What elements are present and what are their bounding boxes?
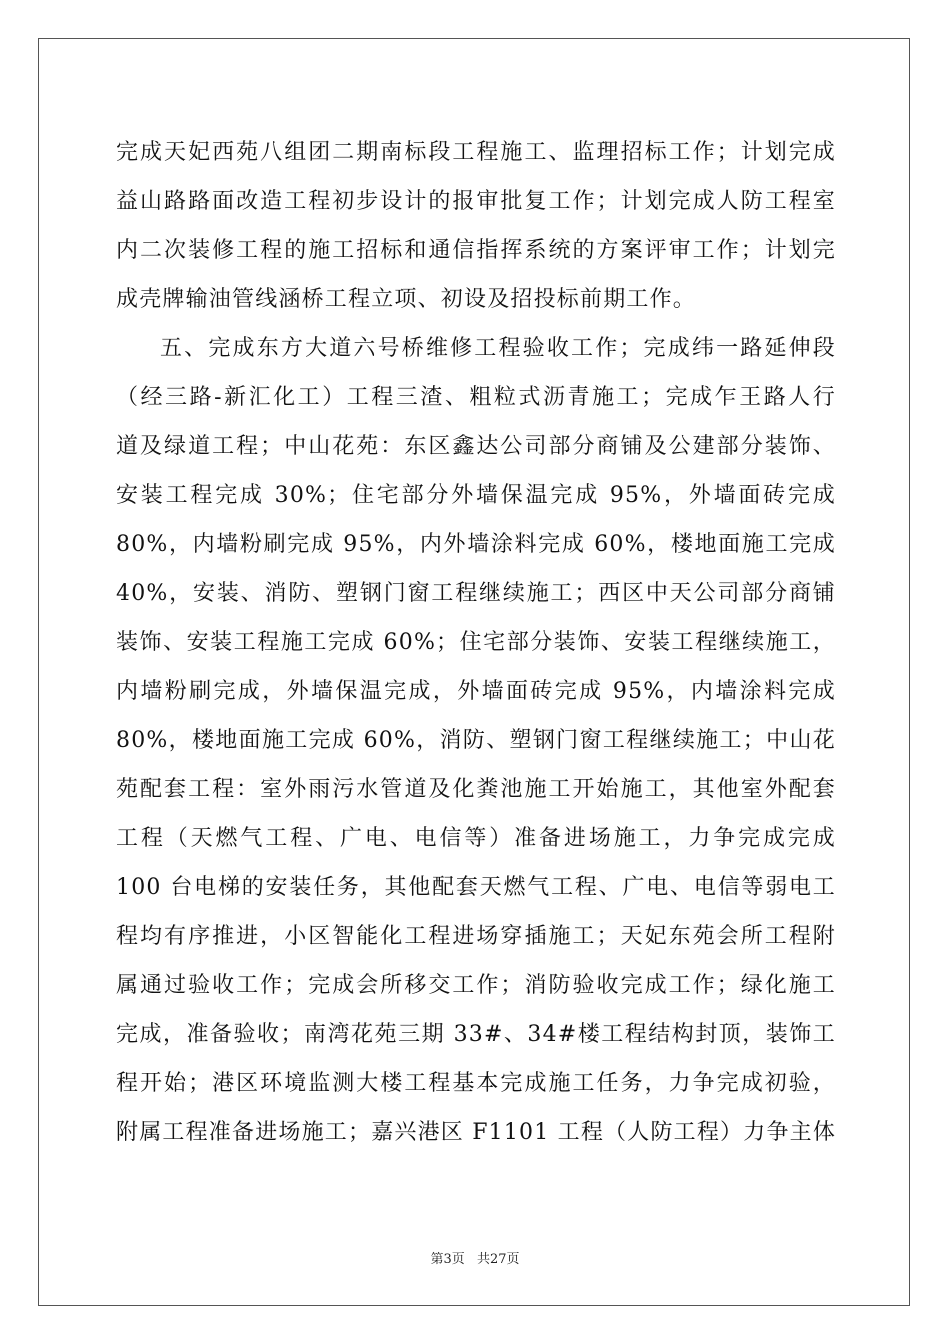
text-line: 苑配套工程：室外雨污水管道及化粪池施工开始施工，其他室外配套 bbox=[116, 777, 836, 802]
text-line: 安装工程完成 30%；住宅部分外墙保温完成 95%，外墙面砖完成 bbox=[116, 483, 836, 508]
text-line: 装饰、安装工程施工完成 60%；住宅部分装饰、安装工程继续施工， bbox=[116, 630, 836, 655]
text-line: 程开始；港区环境监测大楼工程基本完成施工任务，力争完成初验， bbox=[116, 1071, 836, 1096]
page-footer bbox=[0, 1248, 950, 1267]
text-line: 工程（天燃气工程、广电、电信等）准备进场施工，力争完成完成 bbox=[116, 826, 836, 851]
text-line: 成壳牌输油管线涵桥工程立项、初设及招投标前期工作。 bbox=[116, 287, 697, 312]
text-line: 80%，楼地面施工完成 60%，消防、塑钢门窗工程继续施工；中山花 bbox=[116, 728, 836, 753]
page-number: 第3页 bbox=[430, 1252, 465, 1267]
text-line: 40%，安装、消防、塑钢门窗工程继续施工；西区中天公司部分商铺 bbox=[116, 581, 836, 606]
text-line: 属通过验收工作；完成会所移交工作；消防验收完成工作；绿化施工 bbox=[116, 973, 836, 998]
text-line: 80%，内墙粉刷完成 95%，内外墙涂料完成 60%，楼地面施工完成 bbox=[116, 532, 836, 557]
text-line: 程均有序推进，小区智能化工程进场穿插施工；天妃东苑会所工程附 bbox=[116, 924, 836, 949]
text-line: 内二次装修工程的施工招标和通信指挥系统的方案评审工作；计划完 bbox=[116, 238, 836, 263]
text-line: 道及绿道工程；中山花苑：东区鑫达公司部分商铺及公建部分装饰、 bbox=[116, 434, 836, 459]
text-line: 100 台电梯的安装任务，其他配套天燃气工程、广电、电信等弱电工 bbox=[116, 875, 836, 900]
paragraph-start-line: 五、完成东方大道六号桥维修工程验收工作；完成纬一路延伸段 bbox=[160, 336, 836, 361]
page-total: 共27页 bbox=[476, 1252, 520, 1267]
text-line: 完成，准备验收；南湾花苑三期 33#、34#楼工程结构封顶，装饰工 bbox=[116, 1022, 836, 1047]
text-line: 益山路路面改造工程初步设计的报审批复工作；计划完成人防工程室 bbox=[116, 189, 836, 214]
text-line: 内墙粉刷完成，外墙保温完成，外墙面砖完成 95%，内墙涂料完成 bbox=[116, 679, 836, 704]
document-body bbox=[116, 128, 836, 1157]
text-line: 附属工程准备进场施工；嘉兴港区 F1101 工程（人防工程）力争主体 bbox=[116, 1120, 837, 1145]
text-line: （经三路-新汇化工）工程三渣、粗粒式沥青施工；完成乍王路人行 bbox=[116, 385, 836, 410]
text-line: 完成天妃西苑八组团二期南标段工程施工、监理招标工作；计划完成 bbox=[116, 140, 836, 165]
